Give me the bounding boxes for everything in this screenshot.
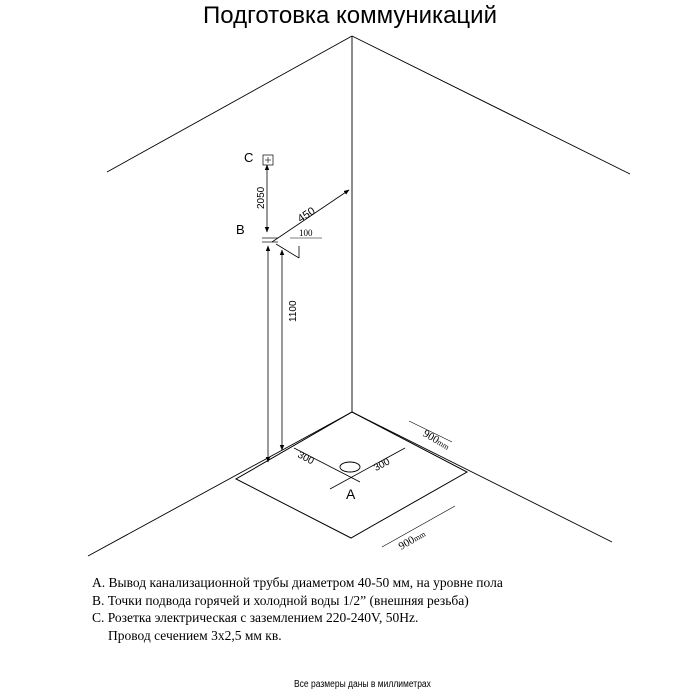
dim-1100-label: 1100 — [288, 300, 299, 322]
point-c-label: C — [244, 150, 254, 165]
right-wall-top-line — [352, 36, 630, 174]
dim-1100 — [268, 246, 299, 462]
back-width-label: 900mm — [420, 427, 451, 452]
offset-100-label: 100 — [299, 228, 313, 238]
drain-dim-line-right — [330, 448, 405, 489]
dim-450-label: 450 — [295, 205, 318, 226]
legend-item-a: A. Вывод канализационной трубы диаметром 40-50 мм, на уровне пола — [92, 575, 503, 590]
tray-width-dims — [382, 421, 455, 553]
dim-2050-label: 2050 — [256, 186, 267, 209]
socket-point-c — [244, 150, 273, 165]
legend — [92, 574, 503, 644]
drain-circle — [340, 462, 360, 472]
point-a-label: A — [346, 486, 356, 502]
dim-2050 — [256, 165, 267, 232]
room-walls — [88, 36, 630, 556]
water-offset-leader — [276, 244, 299, 258]
legend-item-c: C. Розетка электрическая с заземлением 220-240V, 50Hz. — [92, 610, 419, 625]
legend-item-c-wire: Провод сечением 3x2,5 мм кв. — [108, 627, 282, 643]
legend-item-b: B. Точки подвода горячей и холодной воды 1/2” (внешняя резьба) — [92, 592, 469, 608]
front-width-label: 900mm — [396, 529, 428, 553]
drain-point-a — [294, 448, 405, 502]
right-wall-bottom-line — [352, 412, 612, 542]
page-title: Подготовка коммуникаций — [203, 2, 497, 29]
point-b-label: B — [236, 222, 245, 237]
water-point-b — [236, 222, 322, 258]
units-footnote: Все размеры даны в миллиметрах — [294, 679, 431, 690]
left-wall-bottom-line — [88, 412, 352, 556]
drain-y-dim: 300 — [372, 456, 392, 474]
left-wall-top-line — [107, 36, 352, 172]
drain-x-dim: 300 — [295, 449, 316, 468]
